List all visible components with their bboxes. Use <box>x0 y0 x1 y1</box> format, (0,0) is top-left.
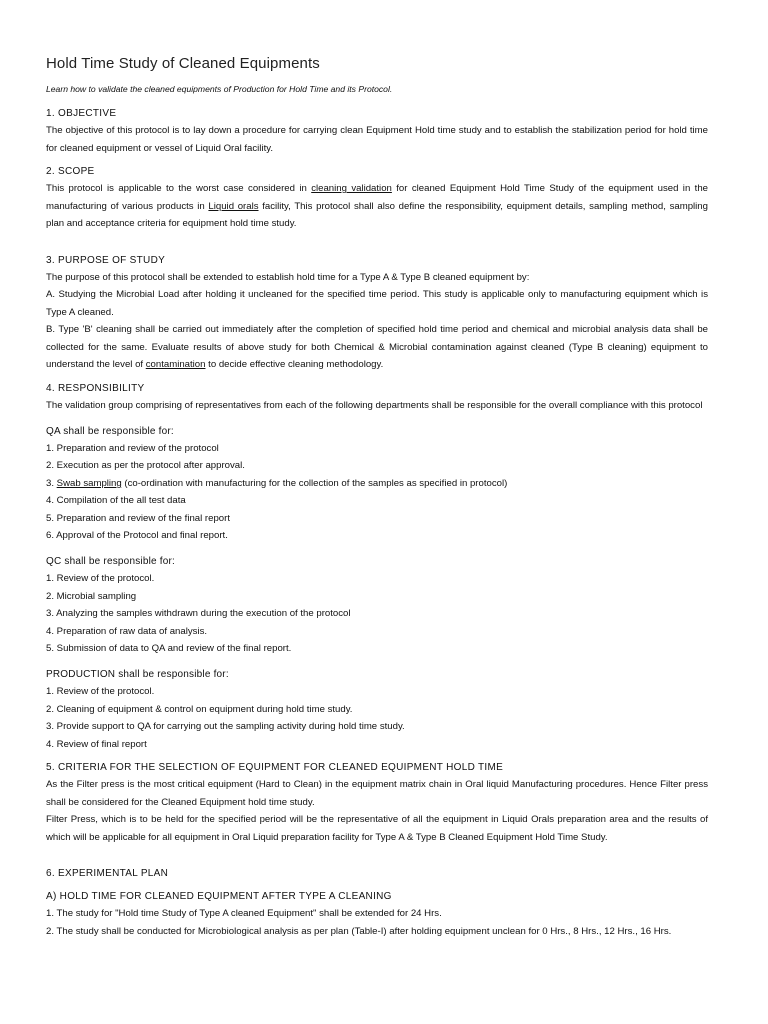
list-item-text: (co-ordination with manufacturing for the collection of the samples as specified in protocol) <box>121 477 508 489</box>
subsection-heading-type-a: A) HOLD TIME FOR CLEANED EQUIPMENT AFTER TYPE A CLEANING <box>46 891 392 903</box>
section-heading-scope: 2. SCOPE <box>46 166 95 177</box>
section-heading-criteria: 5. CRITERIA FOR THE SELECTION OF EQUIPMENT FOR CLEANED EQUIPMENT HOLD TIME <box>46 762 504 774</box>
responsibility-text: The validation group comprising of representatives from each of the following departments shall be responsible for the overall compliance with this protocol <box>46 399 703 411</box>
swab-sampling-link[interactable]: Swab sampling <box>56 477 122 489</box>
qc-list <box>46 570 708 657</box>
contamination-link[interactable]: contamination <box>145 359 206 370</box>
list-item <box>46 475 708 492</box>
liquid-orals-link[interactable]: Liquid orals <box>208 200 259 212</box>
list-item: 2. Microbial sampling <box>46 590 137 602</box>
list-item: 2. The study shall be conducted for Microbiological analysis as per plan (Table-I) after holding equipment unclean for 0 Hrs., 8 Hrs., 12 Hrs., 16 Hrs. <box>46 925 672 937</box>
section-heading-experimental-plan: 6. EXPERIMENTAL PLAN <box>46 868 169 880</box>
list-item: 1. The study for "Hold time Study of Type A cleaned Equipment" shall be extended for 24 Hrs. <box>46 908 442 920</box>
list-item: 1. Review of the protocol. <box>46 573 155 585</box>
qa-list <box>46 440 708 544</box>
criteria-para-1: As the Filter press is the most critical equipment (Hard to Clean) in the equipment matrix chain in Oral liquid Manufacturing procedures. Hence Filter press shall be considered for the Cleaned Equipment hold time study. <box>46 779 708 808</box>
list-item-number: 3. <box>46 477 57 489</box>
purpose-b-part: B. Type 'B' cleaning shall be carried out immediately after the completion of specified hold time period and chemical and microbial analysis data shall be collected for the same. Evaluate results of above study for both Chemical & Microbial contamination against cleaned (Type B cleaning) equipment to understand the level of <box>46 324 708 370</box>
scope-text <box>46 180 708 233</box>
purpose-item-b <box>46 321 708 374</box>
qa-group-title: QA shall be responsible for: <box>46 426 174 437</box>
section-heading-responsibility: 4. RESPONSIBILITY <box>46 382 145 394</box>
criteria-para-2: Filter Press, which is to be held for the specified period will be the representative of all the equipment in Liquid Orals preparation area and the results of which will be applicable for all equipment in Oral Liquid preparation facility for Type A & Type B Cleaned Equipment Hold Time Study. <box>46 814 708 843</box>
list-item: 5. Submission of data to QA and review of the final report. <box>46 643 292 655</box>
purpose-item-a: A. Studying the Microbial Load after holding it uncleaned for the specified time period. This study is applicable only to manufacturing equipment which is Type A cleaned. <box>46 289 708 318</box>
document-body <box>46 55 708 940</box>
purpose-intro: The purpose of this protocol shall be extended to establish hold time for a Type A & Type B cleaned equipment by: <box>46 271 530 283</box>
list-item: 1. Preparation and review of the protocol <box>46 443 219 454</box>
list-item: 5. Preparation and review of the final report <box>46 512 230 524</box>
section-heading-purpose: 3. PURPOSE OF STUDY <box>46 254 166 266</box>
scope-text-part: for cleaned Equipment Hold Time Study of the equipment used in the manufacturing of various products in <box>46 183 709 212</box>
production-list <box>46 683 708 753</box>
scope-text-part: This protocol is applicable to the worst case considered in <box>46 183 312 194</box>
experimental-plan-list <box>46 905 708 940</box>
page-subtitle: Learn how to validate the cleaned equipments of Production for Hold Time and its Protocol. <box>46 84 393 94</box>
list-item: 4. Compilation of the all test data <box>46 495 186 507</box>
list-item: 4. Preparation of raw data of analysis. <box>46 625 208 637</box>
list-item: 3. Analyzing the samples withdrawn during the execution of the protocol <box>46 608 351 620</box>
list-item: 2. Execution as per the protocol after approval. <box>46 460 245 472</box>
production-group-title: PRODUCTION shall be responsible for: <box>46 669 229 681</box>
list-item: 2. Cleaning of equipment & control on equipment during hold time study. <box>46 703 353 715</box>
cleaning-validation-link[interactable]: cleaning validation <box>311 183 392 194</box>
scope-text-part: facility, This protocol shall also define the responsibility, equipment details, sampling method, sampling plan and acceptance criteria for equipment hold time study. <box>46 200 708 229</box>
list-item: 6. Approval of the Protocol and final report. <box>46 530 228 542</box>
list-item: 3. Provide support to QA for carrying out the sampling activity during hold time study. <box>46 721 405 733</box>
qc-group-title: QC shall be responsible for: <box>46 556 175 568</box>
purpose-b-part: to decide effective cleaning methodology. <box>205 359 384 370</box>
objective-text: The objective of this protocol is to lay down a procedure for carrying clean Equipment Hold time study and to establish the stabilization period for hold time for cleaned equipment or vessel of Liquid Oral facility. <box>46 125 708 154</box>
section-heading-objective: 1. OBJECTIVE <box>46 108 117 119</box>
list-item: 1. Review of the protocol. <box>46 686 155 698</box>
page-title: Hold Time Study of Cleaned Equipments <box>46 55 320 72</box>
list-item: 4. Review of final report <box>46 738 147 750</box>
